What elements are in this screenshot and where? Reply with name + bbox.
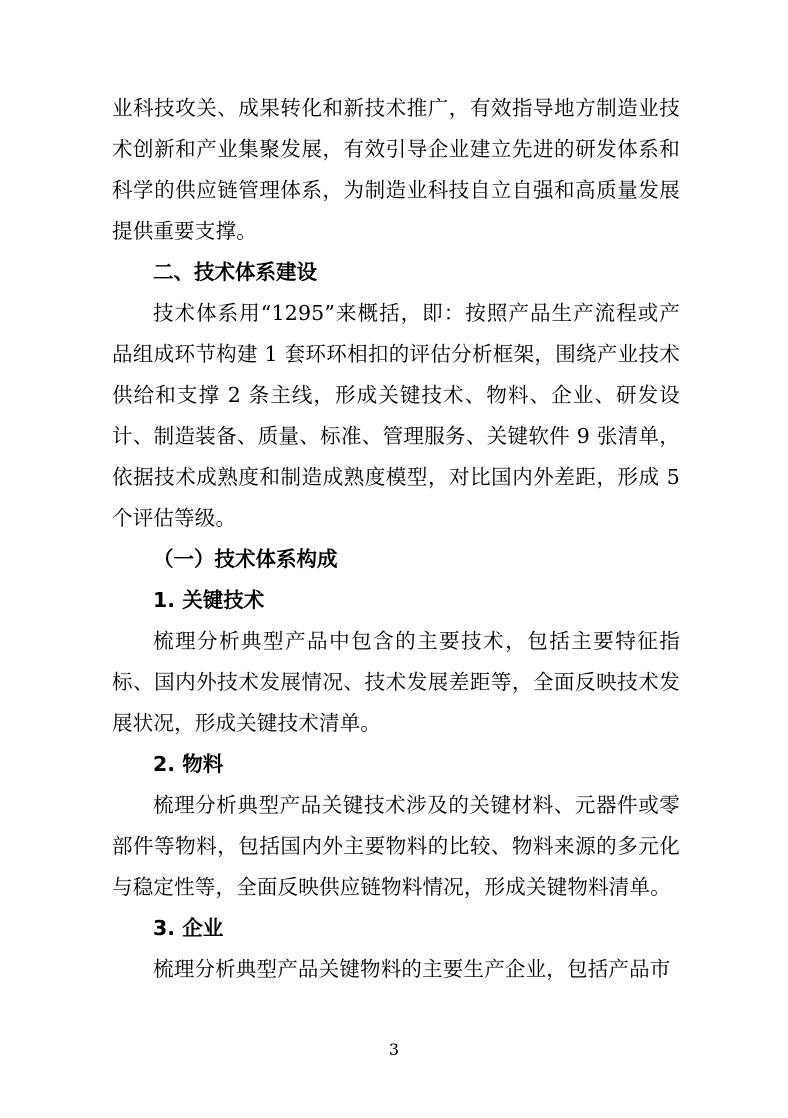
body-paragraph: 梳理分析典型产品中包含的主要技术，包括主要特征指标、国内外技术发展情况、技术发展差距等，全面反映技术发展状况，形成关键技术清单。 — [112, 629, 680, 735]
numbered-subheading: 2. 物料 — [153, 752, 224, 776]
section-heading: 二、技术体系建设 — [153, 260, 317, 284]
subsection-heading: （一）技术体系构成 — [153, 547, 338, 571]
body-paragraph: 梳理分析典型产品关键物料的主要生产企业，包括产品市 — [153, 957, 671, 981]
page-number: 3 — [388, 1040, 400, 1059]
body-paragraph: 技术体系用“1295”来概括，即：按照产品生产流程或产品组成环节构建 1 套环环相扣的评估分析框架，围绕产业技术供给和支撑 2 条主线，形成关键技术、物料、企业、研发设计、制造装备、质量、标准、管理服务、关键软件 9 张清单，依据技术成熟度和制造成熟度模型，对比国内外差距，形成 5 个评估等级。 — [112, 301, 680, 530]
body-paragraph: 梳理分析典型产品关键技术涉及的关键材料、元器件或零部件等物料，包括国内外主要物料的比较、物料来源的多元化与稳定性等，全面反映供应链物料情况，形成关键物料清单。 — [112, 793, 680, 899]
numbered-subheading: 3. 企业 — [153, 916, 224, 940]
body-paragraph: 业科技攻关、成果转化和新技术推广，有效指导地方制造业技术创新和产业集聚发展，有效引导企业建立先进的研发体系和科学的供应链管理体系，为制造业科技自立自强和高质量发展提供重要支撑。 — [112, 96, 680, 243]
numbered-subheading: 1. 关键技术 — [153, 588, 265, 612]
page-content — [112, 88, 680, 990]
